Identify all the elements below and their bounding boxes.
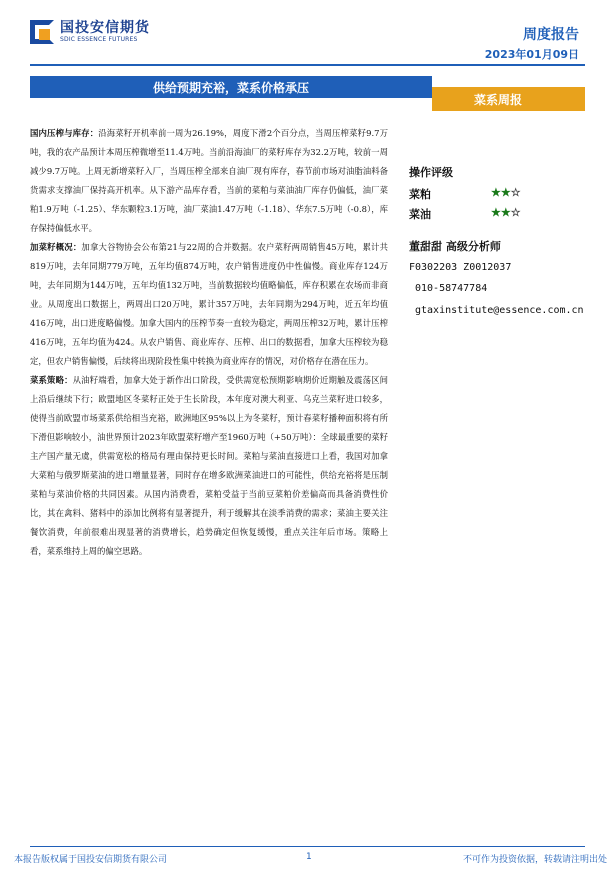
rating-stars-icon	[491, 206, 521, 219]
paragraph-text: 从油籽端看，加拿大处于新作出口阶段，受供需宽松预期影响期价近期触及震荡区间上沿后继续下行；欧盟地区冬菜籽正处于生长阶段，本年度对澳大利亚、乌克兰菜籽进口较多，使得当前欧盟市场菜系供给相当充裕，欧洲地区95%以上为冬菜籽，预计春菜籽播种面积将有所下滑但影响较小，油世界预计2023年欧盟菜籽增产至1960万吨（+50万吨）：全球最重要的菜籽主产国产量无虞，供需宽松的格局有理由保持更长时间。菜粕与菜油直接进口上看，我国对加拿大菜粕与俄罗斯菜油的进口增量显著，同时存在增多欧洲菜油进口的可能性，供给充裕将是压制菜粕与菜油价格的共同因素。从国内消费看，菜粕受益于当前豆菜粕价差偏高而具备消费性价比，其在禽料、猪料中的添加比例将有显著提升，利于缓解其在淡季消费的需求；菜油主要关注餐饮消费，年前很难出现显著的消费增长，趋势确定但恢复缓慢，重点关注年后市场。策略上看，菜系维持上周的偏空思路。	[30, 375, 389, 556]
paragraph-text: 加拿大谷物协会公布第21与22周的合并数据。农户菜籽两周销售45万吨，累计共819万吨，去年同期779万吨，五年均值874万吨，农户销售进度仍中性偏慢。商业库存124万吨，去年同期为144万吨，五年均值132万吨，当前数据较均值略偏低，库存积累在农场而非商业。从周度出口数据上，两周出口20万吨，累计357万吨，去年同期为294万吨，近五年均值416万吨，出口进度略偏慢。加拿大国内的压榨节奏一直较为稳定，两周压榨32万吨，累计压榨416万吨，五年均值为424。从农户销售、商业库存、压榨、出口的数据看，加拿大压榨较为稳定，但农户销售偏慢，后续将出现阶段性集中转换为商业库存的情况，对价格存在潜在压力。	[30, 242, 389, 366]
report-body	[30, 124, 388, 561]
rating-stars-icon	[491, 186, 521, 199]
paragraph-domestic-crush	[30, 124, 388, 238]
footer-disclaimer: 不可作为投资依据，转载请注明出处	[462, 855, 607, 865]
subject-tag: 菜系周报	[432, 87, 585, 111]
star-filled-icon: ★	[491, 206, 501, 219]
report-date: 2023年01月09日	[484, 48, 579, 61]
logo-english-name: SDIC ESSENCE FUTURES	[60, 36, 138, 43]
star-filled-icon: ★	[491, 186, 501, 199]
paragraph-strategy	[30, 371, 388, 561]
report-title: 供给预期充裕，菜系价格承压	[30, 76, 432, 98]
footer-divider	[30, 846, 585, 847]
rating-title: 操作评级	[409, 166, 453, 179]
analyst-phone: 010-58747784	[415, 283, 488, 294]
analyst-name: 董甜甜 高级分析师	[409, 240, 501, 253]
rating-name: 菜粕	[409, 188, 431, 201]
paragraph-lead: 加菜籽概况：	[30, 242, 82, 252]
star-filled-icon: ★	[500, 206, 511, 219]
analyst-license: F0302203 Z0012037	[409, 262, 512, 273]
star-filled-icon: ★	[500, 186, 511, 199]
paragraph-lead: 菜系策略：	[30, 375, 73, 385]
paragraph-text: 沿海菜籽开机率前一周为26.19%，周度下滑2个百分点，当周压榨菜籽9.7万吨，我的农产品预计本周压榨微增至11.4万吨。当前沿海油厂的菜籽库存为32.2万吨，较前一周减少9.7万吨。上周无新增菜籽入厂，当周压榨全部来自油厂现有库存，春节前市场对油脂油料备货需求支撑油厂保持高开机率。从下游产品库存看，当前的菜粕与菜油油厂库存仍偏低，油厂菜粕1.9万吨（-1.25）、华东颗粒3.1万吨，油厂菜油1.47万吨（-1.18）、华东7.5万吨（-0.8），库存保持偏低水平。	[30, 128, 388, 233]
page-number: 1	[306, 852, 312, 862]
rating-row-meal	[409, 186, 569, 202]
paragraph-lead: 国内压榨与库存：	[30, 128, 99, 138]
footer-copyright: 本报告版权属于国投安信期货有限公司	[14, 855, 168, 865]
star-empty-icon: ☆	[510, 206, 521, 219]
logo-mark-icon	[30, 20, 54, 44]
report-type: 周度报告	[523, 27, 579, 43]
rating-row-oil	[409, 206, 569, 222]
paragraph-canada-canola	[30, 238, 388, 371]
logo-chinese-name: 国投安信期货	[60, 20, 150, 36]
rating-name: 菜油	[409, 208, 431, 221]
analyst-email-link[interactable]: gtaxinstitute@essence.com.cn	[415, 305, 584, 316]
header-divider	[30, 64, 585, 66]
star-empty-icon: ☆	[510, 186, 521, 199]
company-logo	[30, 20, 150, 44]
